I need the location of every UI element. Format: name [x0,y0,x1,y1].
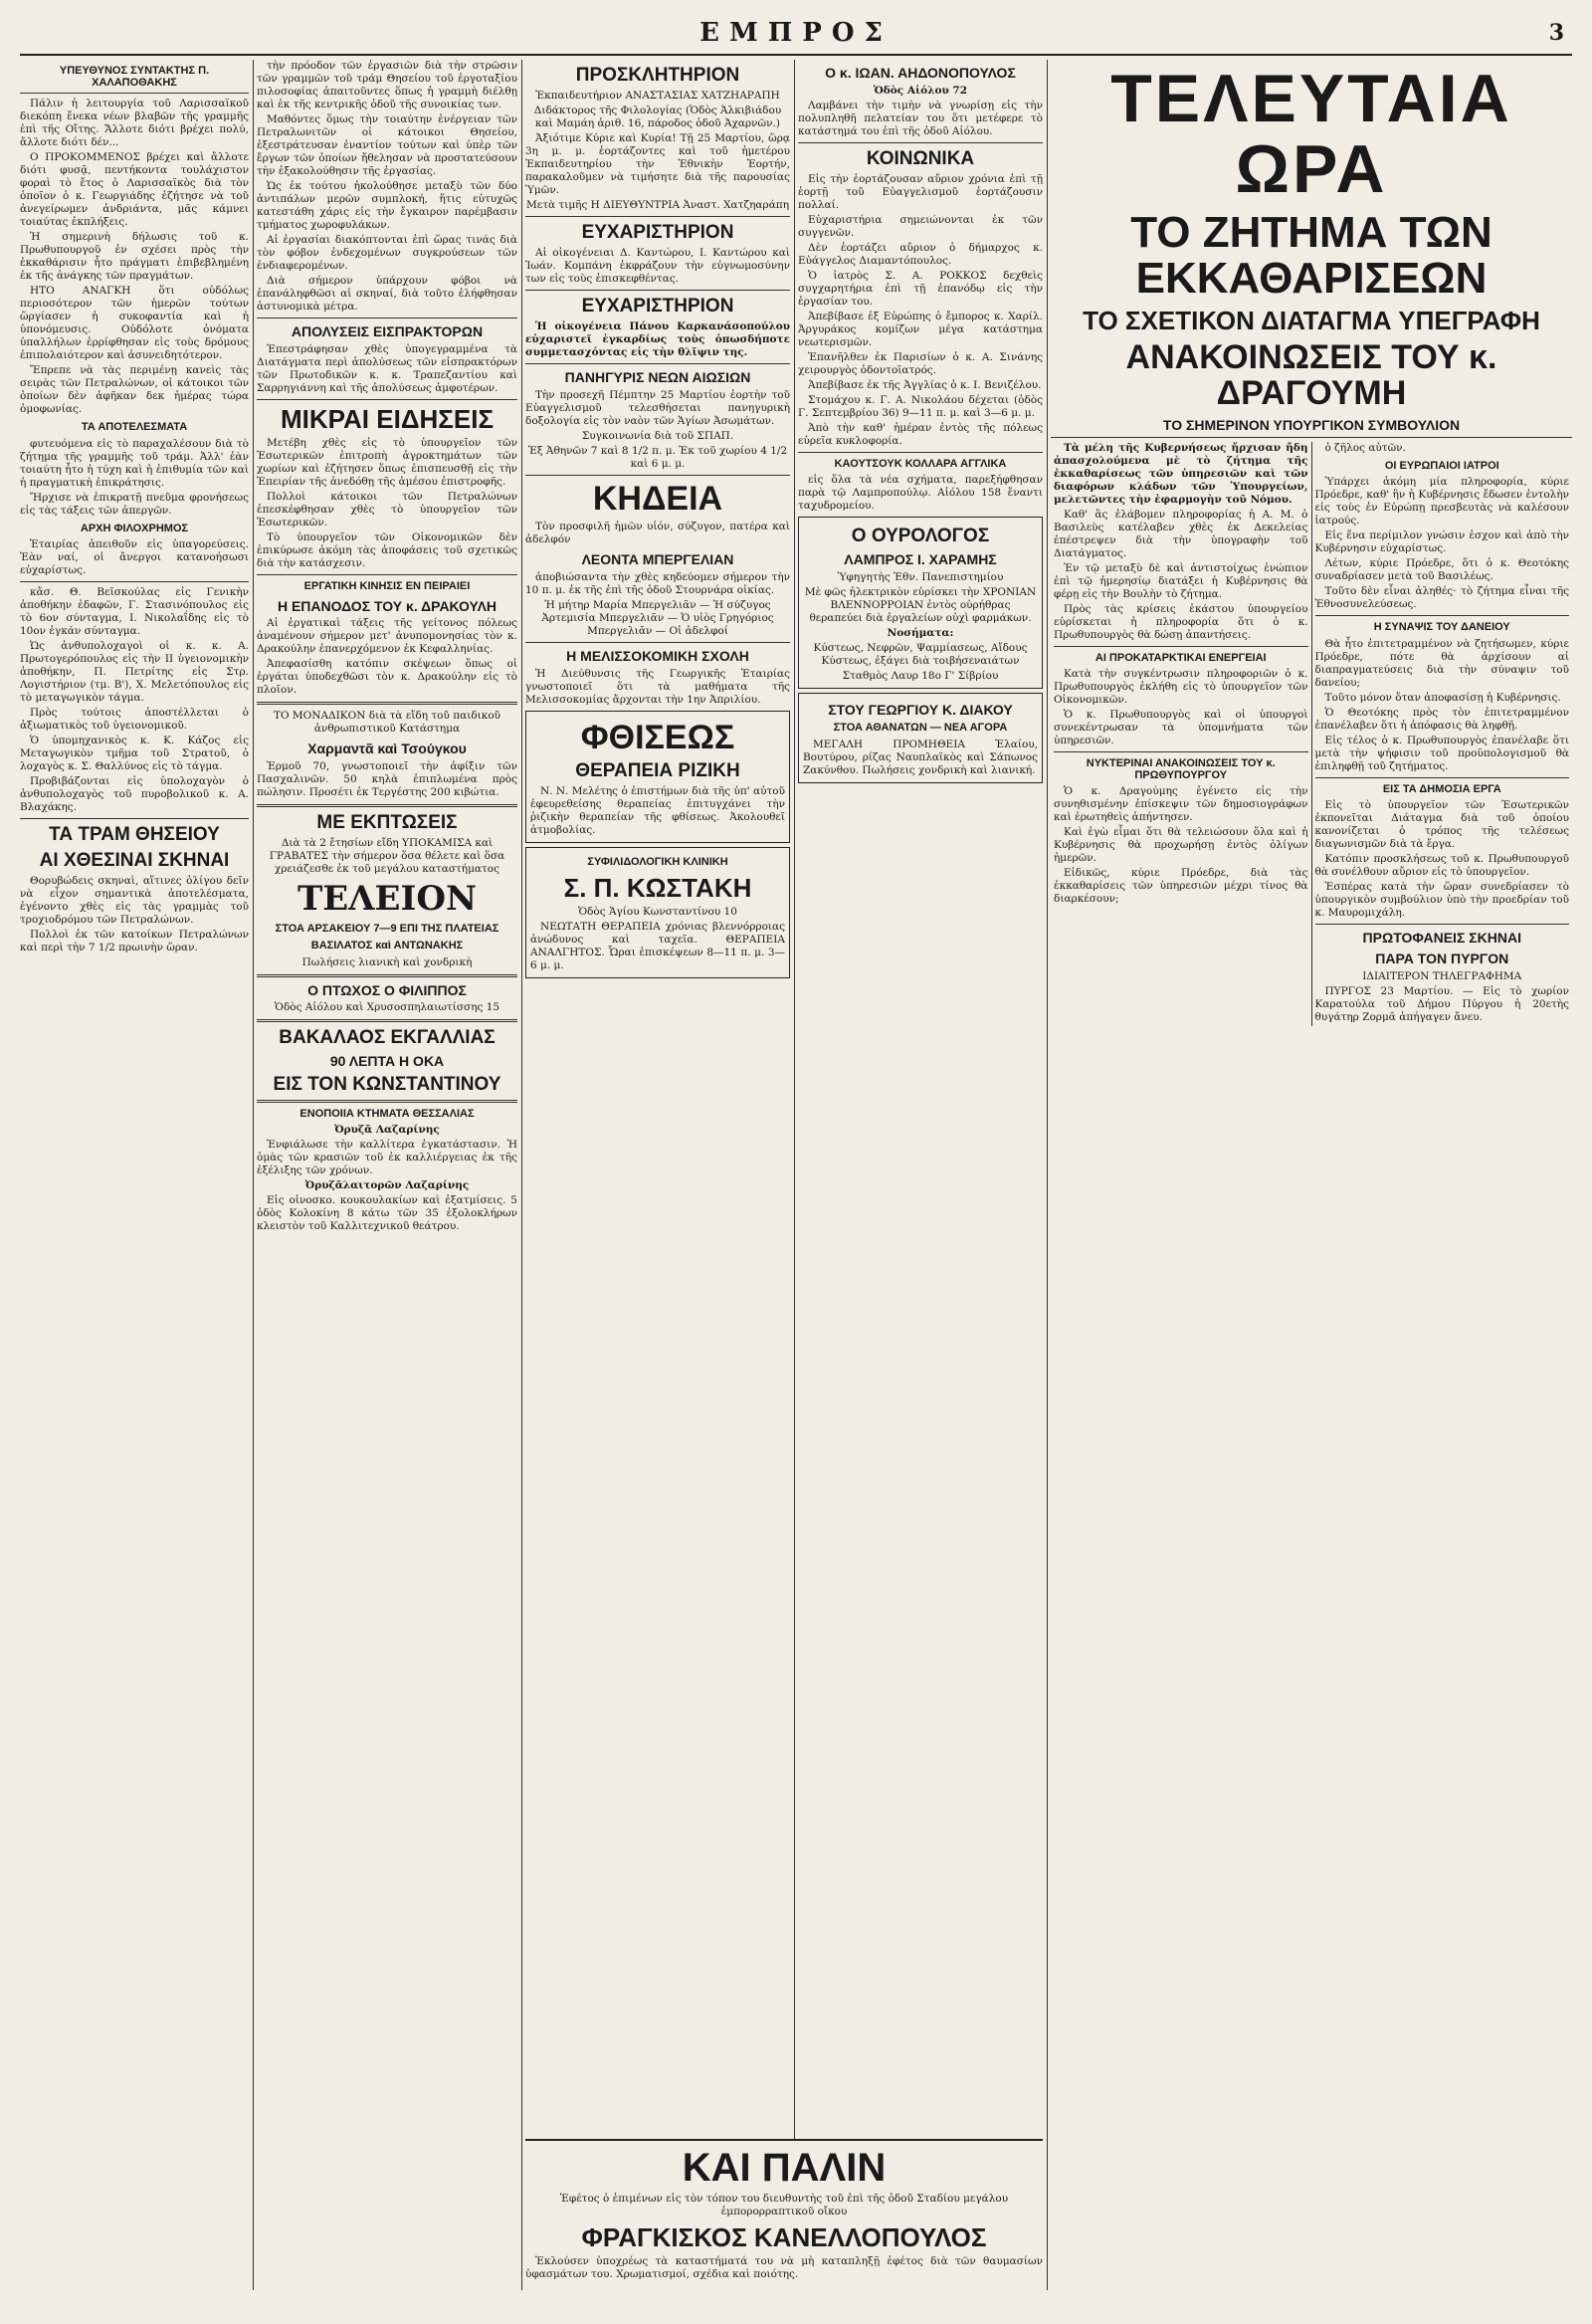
ad-text: Ἐκλούσεν ὑποχρέως τὰ καταστήματά του νὰ μὴ καταπληξῇ ἐφέτος διὰ τῶν θαυμασίων ὑφασμάτων του. Χρωματισμοί, σχέδια καὶ ποιότης. [525,2255,1043,2281]
article-paragraph: Ἐξ Ἀθηνῶν 7 καὶ 8 1/2 π. μ. Ἐκ τοῦ χωρίου 4 1/2 καὶ 6 μ. μ. [527,444,788,470]
ad-heading: ΦΡΑΓΚΙΣΚΟΣ ΚΑΝΕΛΛΟΠΟΥΛΟΣ [581,2222,987,2252]
social-item: Στομάχου κ. Γ. Α. Νικολάου δέχεται (ὁδὸς Γ. Σεπτεμβρίου 36) 9—11 π. μ. καὶ 3—6 μ. μ. [798,393,1043,419]
article-paragraph: Λέτων, κύριε Πρόεδρε, ὅτι ὁ κ. Θεοτόκης συναδρίασεν μετὰ τοῦ Βασιλέως. [1314,557,1569,583]
section-heading: ΕΙΣ ΤΑ ΔΗΜΟΣΙΑ ΕΡΓΑ [1382,782,1501,795]
column-1 [20,60,249,2290]
section-heading: ΚΗΔΕΙΑ [592,479,723,518]
article-paragraph: Προβιβάζονται εἰς ὑπολοχαγὸν ὁ ἀνθυπολοχαγὸς τοῦ πυροβολικοῦ κ. Α. Βλαχάκης. [20,775,249,814]
ad-heading: ΜΕ ΕΚΠΤΩΣΕΙΣ [316,811,458,833]
ad-heading: Ο ΟΥΡΟΛΟΓΟΣ [851,526,990,547]
article-paragraph: Ἀπεφασίσθη κατόπιν σκέψεων ὅπως οἱ ἐργάται ὑποδεχθῶσι τὸν κ. Δρακούλην εἰς τὸ πλοῖον. [257,658,517,697]
ad-box-clinic [525,847,790,978]
section-heading: ΤΑ ΑΠΟΤΕΛΕΣΜΑΤΑ [81,421,188,434]
article-paragraph: Ὡς ἐκ τούτου ἠκολούθησε μεταξὺ τῶν δύο ἀντιπάλων μερῶν συμπλοκή, ἥτις εὐτυχῶς κατεστάθη χάρις εἰς τὴν ἔγκαιρον παρέμβασιν τμήματος χωροφυλάκων. [257,180,517,231]
section-heading: ΑΙ ΧΘΕΣΙΝΑΙ ΣΚΗΝΑΙ [39,850,230,872]
article-paragraph: Ἡ οἰκογένεια Πάνου Καρκανάσοπούλου εὐχαριστεῖ ἐγκαρδίως τοὺς ὁπωσδήποτε συμμετασχόντας εἰς τὴν θλῖψιν της. [525,319,790,358]
column-5-subcolumns [1051,442,1572,1026]
ad-heading: Ο ΠΤΩΧΟΣ Ο ΦΙΛΙΠΠΟΣ [307,981,467,998]
article-paragraph: Ἤρχισε νὰ ἐπικρατῇ πνεῦμα φρονήσεως εἰς τὰς τάξεις τῶν ἀπεργῶν. [20,491,249,517]
ad-text: Ὁδὸς Αἰόλου καὶ Χρυσοσπηλαιωτίσσης 15 [274,1001,500,1014]
section-heading: ΠΡΩΤΟΦΑΝΕΙΣ ΣΚΗΝΑΙ [1362,930,1521,947]
social-item: Δὲν ἑορτάζει αὔριον ὁ δήμαρχος κ. Εὐάγγελος Διαμαντόπουλος. [798,241,1043,267]
invite-from: Ἐκπαιδευτήριον ΑΝΑΣΤΑΣΙΑΣ ΧΑΤΖΗΑΡΑΠΗ [535,89,780,102]
article-paragraph: Ὁ ὑπομηχανικὸς κ. Κ. Κάζος εἰς Μεταγωγικὸν τμῆμα τοῦ Στρατοῦ, ὁ λοχαγὸς κ. Σ. Θαλλύνος εἰς τὸ τάγμα. [20,735,249,773]
social-item: Ἀπὸ τὴν καθ' ἡμέραν ἐντὸς τῆς πόλεως εὑρεῖα κυκλοφορία. [798,421,1043,447]
article-paragraph: Θορυβώδεις σκηναὶ, αἵτινες ὀλίγου δεῖν νὰ εἶχον σημαντικὰ ἀποτελέσματα, ἐγένοντο χθὲς εἰς τὰς γραμμὰς τοῦ τροχιοδρόμου τῶν Πετραλώνων. [20,875,249,927]
ad-text: Ἐνφιάλωσε τὴν καλλίτερα ἐγκατάστασιν. Ἡ ὁμὰς τῶν κρασιῶν τοῦ ἐκ καλλιέργειας ἐκ τῆς ἐξέλιξης τῶν χρόνων. [257,1139,517,1177]
invite-subtitle: Διδάκτορος τῆς Φιλολογίας (Ὁδὸς Ἀλκιβιάδου καὶ Μαμάη ἀριθ. 16, πάροδος ὁδοῦ Ἀχαρνῶν.) [533,104,782,129]
ad-box-urologist [798,517,1043,689]
section-heading: ΕΥΧΑΡΙΣΤΗΡΙΟΝ [581,221,734,243]
article-paragraph: Εἰδικῶς, κύριε Πρόεδρε, διὰ τὰς ἐκκαθαρίσεις τῶν ὑπηρεσιῶν μέχρι τίνος θὰ διαρκέσουν; [1054,867,1308,906]
article-paragraph: Ὁ κ. Πρωθυπουργὸς καὶ οἱ ὑπουργοὶ συνεκέντρωσαν τὰ ὑπομνήματα τῶν ὑπηρεσιῶν. [1054,709,1308,747]
section-heading: ΤΟ ΣΗΜΕΡΙΝΟΝ ΥΠΟΥΡΓΙΚΟΝ ΣΥΜΒΟΥΛΙΟΝ [1162,416,1461,433]
article-paragraph: Τὸν προσφιλῆ ἡμῶν υἱόν, σύζυγον, πατέρα καὶ ἀδελφόν [525,521,790,546]
section-heading: ΑΙ ΠΡΟΚΑΤΑΡΚΤΙΚΑΙ ΕΝΕΡΓΕΙΑΙ [1094,651,1267,664]
social-item: Εἰς τὴν ἑορτάζουσαν αὔριον χρόνια ἐπὶ τῇ ἑορτῇ τοῦ Εὐαγγελισμοῦ ἑορτάζουσιν πολλαί. [798,172,1043,211]
article-paragraph: Πολλοὶ ἐκ τῶν κατοίκων Πετραλώνων καὶ περὶ τὴν 7 1/2 πρωινὴν ὥραν. [20,929,249,954]
article-paragraph: Ὁ Θεοτόκης πρὸς τὸν ἐπιτετραμμένον ἐπανέλαβεν ὅτι ἡ ἀπόφασις θὰ ληφθῇ. [1314,706,1569,732]
masthead [20,16,1572,56]
section-heading: ΠΑΡΑ ΤΟΝ ΠΥΡΓΟΝ [1375,950,1509,966]
article-paragraph: Ἔπρεπε νὰ τὰς περιμένῃ κανεὶς τὰς σειρὰς τῶν Πετραλώνων, οἱ κάτοικοι τῶν ὁποίων δὲν ἀφῆκαν δεκ ἡμέρας τώρα ὁμοφωνίας. [20,364,249,416]
column-4 [798,60,1043,2290]
section-heading: Η ΣΥΝΑΨΙΣ ΤΟΥ ΔΑΝΕΙΟΥ [1373,621,1510,634]
newspaper-title: ΕΜΠΡΟΣ [699,18,893,48]
article-paragraph: Τὰ μέλη τῆς Κυβερνήσεως ἤρχισαν ἤδη ἀπασχολούμενα μὲ τὸ ζήτημα τῆς ἐκκαθαρίσεως τῶν ὑπηρεσιῶν καὶ τῶν διαφόρων κλάδων τῶν Ὑπουργείων, μελετῶντες τὴν ἐφαρμογὴν τοῦ Νόμου. [1054,441,1308,506]
article-paragraph: φυτευόμενα εἰς τὸ παραχαλέσουν διὰ τὸ ζήτημα τῆς γραμμῆς τοῦ τράμ. Ἀλλ' ἐὰν τοιαύτη ἦτο ἡ τύχη καὶ ἡ ἐπιθυμία τῶν καὶ ἡ πραγματικὴ ἐπικράτησις. [20,437,249,489]
section-heading: ΝΥΚΤΕΡΙΝΑΙ ΑΝΑΚΟΙΝΩΣΕΙΣ ΤΟΥ κ. ΠΡΩΘΥΠΟΥΡΓΟΥ [1086,757,1276,781]
banner-subheading: ΤΟ ΖΗΤΗΜΑ ΤΩΝ ΕΚΚΑΘΑΡΙΣΕΩΝ [1130,207,1492,303]
article-paragraph: Τοῦτο μόνον ὅταν ἀποφασίσῃ ἡ Κυβέρνησις. [1324,691,1561,704]
section-heading: ΑΠΟΛΥΣΕΙΣ ΕΙΣΠΡΑΚΤΟΡΩΝ [291,323,484,339]
article-paragraph: Εἰς τέλος ὁ κ. Πρωθυπουργὸς ἐπανέλαβε ὅτι μετὰ τὴν ψήφισιν τοῦ προϋπολογισμοῦ θὰ ἐπιληφθῇ τοῦ ζητήματος. [1314,734,1569,772]
subcolumn-right [1311,442,1573,1026]
article-paragraph: ΠΥΡΓΟΣ 23 Μαρτίου. — Εἰς τὸ χωρίον Καρατούλα τοῦ Δήμου Πύργου ἡ 20ετὴς θυγάτηρ Ζορμᾶ ἀπήγαγεν ἄνευ. [1314,984,1569,1023]
article-paragraph: Ο ΠΡΟΚΟΜΜΕΝΟΣ βρέχει καὶ ἄλλοτε διότι φυσᾷ, πεντήκοντα τουλάχιστον φοραὶ τὸ ἔτος ὁ Λαρισσαϊκὸς διὰ τὸν ὁποῖον ὁ κ. Γεωργιάδης ἐζήτησε νὰ τοῦ ἀνεγείρωμεν ἀνδριάντα, μᾶς κάμνει τοιαύτας ἐκπλήξεις. [20,151,249,229]
article-paragraph: Πολλοὶ κάτοικοι τῶν Πετραλώνων ἐπεσκέφθησαν χθὲς τὸ ὑπουργεῖον τῶν Ἐσωτερικῶν. [257,490,517,528]
section-heading: ΚΟΙΝΩΝΙΚΑ [866,147,975,169]
section-heading: ΑΡΧΗ ΦΙΛΟΧΡΗΜΟΣ [80,522,189,534]
ad-heading: ΒΑΚΑΛΑΟΣ ΕΚΓΑΛΛΙΑΣ [279,1027,496,1049]
ad-heading: ΛΑΜΠΡΟΣ Ι. ΧΑΡΑΜΗΣ [844,551,997,568]
article-paragraph: Εἰς τὸ ὑπουργεῖον τῶν Ἐσωτερικῶν ἐκπονεῖται Διάταγμα διὰ τοῦ ὁποίου κανονίζεται ὁ τρόπος τῆς τελέσεως διαγωνισμῶν διὰ τὰ ἔργα. [1314,799,1569,851]
section-heading: ΠΑΝΗΓΥΡΙΣ ΝΕΩΝ ΑΙΩΣΙΩΝ [564,368,751,385]
ad-heading: ΣΤΟΑ ΑΘΑΝΑΤΩΝ — ΝΕΑ ΑΓΟΡΑ [833,722,1008,735]
article-paragraph: Αἱ οἰκογένειαι Δ. Καντώρου, Ι. Καντώρου καὶ Ἰωάν. Κομπάνη ἐκφράζουν τὴν εὐγνωμοσύνην των εἰς τοὺς ἐπισκεφθέντας. [525,246,790,285]
ad-heading: ΚΑΙ ΠΑΛΙΝ [682,2146,887,2190]
article-paragraph: Ἡ σημερινὴ δήλωσις τοῦ κ. Πρωθυπουργοῦ ἐν σχέσει πρὸς τὴν ἐκκαθάρισιν ἦτο πράγματι ἐπιβεβλημένη ἐκ τῆς ἀνάγκης τῶν πραγμάτων. [20,231,249,283]
ad-owner: Ὀρυζᾶλαιτορῶν Λαζαρίνης [304,1179,470,1192]
ad-address: ΣΤΟΑ ΑΡΣΑΚΕΙΟΥ 7—9 ΕΠΙ ΤΗΣ ΠΛΑΤΕΙΑΣ [275,922,499,935]
ad-heading: Χαρμαντᾶ καὶ Τσούγκου [307,740,467,757]
ad-heading: ΦΘΙΣΕΩΣ [580,718,735,756]
ad-address: Σταθμὸς Λαυρ 18ο Γ' Σίβρίου [842,669,999,682]
article-paragraph: Εἰς ἕνα περίμιλον γνώσιν ἐσχον καὶ ἀπὸ τὴν Κυβέρνησιν εὐχαρίστως. [1314,529,1569,555]
ad-price: 90 ΛΕΠΤΑ Η ΟΚΑ [329,1053,445,1070]
ad-heading: ΘΕΡΑΠΕΙΑ ΡΙΖΙΚΗ [575,760,740,782]
ad-heading: ΕΙΣ ΤΟΝ ΚΩΝΣΤΑΝΤΙΝΟΥ [273,1073,501,1095]
social-item: Εὐχαριστήρια σημειώνονται ἐκ τῶν συγγενῶν. [798,213,1043,239]
article-paragraph: Μετέβη χθὲς εἰς τὸ ὑπουργεῖον τῶν Ἐσωτερικῶν ἐπιτροπὴ ἀγροκτημάτων τῶν χωρίων καὶ ἐζήτησεν ὅπως ἐπισπευσθῇ εἰς τὴν Ἐπειρίαν τῆς ἀνεδόθῃ τῆς ἀμέσου ἐπιστροφῆς. [257,436,517,488]
article-paragraph: Ἡ Διεύθυνσις τῆς Γεωργικῆς Ἑταιρίας γνωστοποιεῖ ὅτι τὰ μαθήματα τῆς Μελισσοκομίας ἄρχονται τὴν 1ην Ἀπριλίου. [525,667,790,706]
section-heading: ΜΙΚΡΑΙ ΕΙΔΗΣΕΙΣ [280,403,495,434]
ad-heading: ΣΥΦΙΛΙΔΟΛΟΓΙΚΗ ΚΛΙΝΙΚΗ [587,856,728,869]
ad-text: Ν. Ν. Μελέτης ὁ ἐπιστήμων διὰ τῆς ὑπ' αὐτοῦ ἐφευρεθείσης θεραπείας ἐπιτυγχάνει τὴν ῥιζικὴν θεραπείαν τῆς φθίσεως. Ἀκολουθεῖ ἀτμοβολίας. [530,785,785,837]
ad-text: Μὲ φῶς ἠλεκτρικὸν εὑρίσκει τὴν ΧΡΟΝΙΑΝ ΒΛΕΝΝΟΡΡΟΙΑΝ ἐντὸς οὐρήθρας θεραπεύει διὰ ἐργαλείων οὐχὶ φαρμάκων. [804,585,1037,624]
article-paragraph: Ἀξιότιμε Κύριε καὶ Κυρία! Τῇ 25 Μαρτίου, ὥρᾳ 3η μ. μ. ἑορτάζοντες καὶ τοῦ ἡμετέρου Ἐκπαιδευτηρίου τὴν Ἐθνικὴν Ἑορτήν, παρακαλοῦμεν νὰ τιμήσητε διὰ τῆς παρουσίας Ὑμῶν. [525,131,790,196]
article-paragraph: Θὰ ἦτο ἐπιτετραμμένον νὰ ζητήσωμεν, κύριε Πρόεδρε, πότε θὰ ἀρχίσουν αἱ διαπραγματεύσεις διὰ τὴν σύναψιν τοῦ δανείου; [1314,637,1569,689]
ad-owner: Ὀρυζᾶ Λαζαρίνης [334,1124,440,1137]
ad-text: Πωλήσεις λιανικὴ καὶ χονδρικὴ [301,955,473,968]
section-heading: ΕΡΓΑΤΙΚΗ ΚΙΝΗΣΙΣ ΕΝ ΠΕΙΡΑΙΕΙ [303,579,471,592]
family-list: Ἡ μήτηρ Μαρία Μπεργελιᾶν — Ἡ σύζυγος Ἀρτεμισία Μπεργελιᾶν — Ὁ υἱὸς Γρηγόριος Μπεργελιᾶν — Οἱ ἀδελφοί [541,598,774,637]
ad-address: Ὁδὸς Ἁγίου Κωνσταντίνου 10 [578,906,737,919]
article-paragraph: ὁ ζῆλος αὐτῶν. [1324,441,1406,454]
ad-text: ΤΟ ΜΟΝΑΔΙΚΟΝ διὰ τὰ εἴδη τοῦ παιδικοῦ ἀνθρωπιστικοῦ Κατάστημα [273,710,501,736]
article-paragraph: Ἑταιρίας ἀπειθοῦν εἰς ὑπαγορεύσεις. Ἐὰν ναί, οἱ ἄνεργοι κατανοήσωσι εὐχαρίστως. [20,538,249,577]
article-paragraph: Ὡς ἀνθυπολοχαγοὶ οἱ κ. κ. Α. Πρωτογερόπουλος εἰς τὴν ΙΙ ὑγειονομικὴν ἀποθήκην, Π. Πετρίτης εἰς Στρ. Λογιστήριον (τμ. Β'), Χ. Μελετόπουλος εἰς τὸ μεταγωγικὸν τάγμα. [20,640,249,705]
invite-signature: Μετὰ τιμῆς Η ΔΙΕΥΘΥΝΤΡΙΑ Ἀναστ. Χατζηαράπη [526,198,789,211]
ad-text: Ἑρμοῦ 70, γνωστοποιεῖ τὴν ἀφίξιν τῶν Πασχαλινῶν. 50 κηλὰ ἐπιπλωμένα πρὸς πώλησιν. Προσέτι ἐκ Τεργέστης 200 κιβώτια. [257,759,517,798]
section-heading: Η ΜΕΛΙΣΣΟΚΟΜΙΚΗ ΣΧΟΛΗ [566,647,749,664]
ad-text: Ὑφηγητὴς Ἐθν. Πανεπιστημίου [837,570,1004,583]
article-paragraph: Ὑπάρχει ἀκόμη μία πληροφορία, κύριε Πρόεδρε, καθ' ἣν ἡ Κυβέρνησις ἔδωσεν ἐντολὴν εἰς τοὺς ἐν Εὐρώπῃ πρεσβευτὰς νὰ καλέσουν ἰατρούς. [1314,476,1569,528]
article-paragraph: Καὶ ἐγὼ εἶμαι ὅτι θὰ τελειώσουν ὅλα καὶ ἡ Κυβέρνησις θὰ προχωρήσῃ ἐντὸς ὀλίγων ἡμερῶν. [1054,826,1308,865]
article-paragraph: Διὰ σήμερον ὑπάρχουν φόβοι νὰ ἐπανάληφθῶσι αἱ σκηναί, διὰ τοῦτο ἐλήφθησαν ἀστυνομικὰ μέτρα. [257,275,517,313]
subcolumn-left [1051,442,1311,1026]
ad-heading: ΣΤΟΥ ΓΕΩΡΓΙΟΥ Κ. ΔΙΑΚΟΥ [828,701,1013,718]
article-paragraph: ἀποβιώσαντα τὴν χθὲς κηδεύομεν σήμερον τὴν 10 π. μ. ἐκ τῆς ἐπὶ τῆς ὁδοῦ Στουρνάρα οἰκίας. [525,570,790,596]
article-paragraph: Πάλιν ἡ λειτουργία τοῦ Λαρισσαϊκοῦ διεκόπη ἕνεκα νέων βλαβῶν τῆς γραμμῆς ἐπὶ τῆς Οἴτης. Ἄλλοτε διότι βρέχει πολύ, ἄλλοτε διότι δέν... [20,98,249,149]
ad-text: Εἰς οἰνοσκο. κουκουλακίων καὶ ἐξατμίσεις. 5 ὁδὸς Κολοκίνη 8 κάτω τῶν 35 ἐξολοκλήρων κλειστὸν τοῦ Καλλιτεχνικοῦ θεάτρου. [257,1194,517,1233]
banner-heading: ΤΕΛΕΥΤΑΙΑ ΩΡΑ [1110,61,1512,208]
deceased-name: ΛΕΟΝΤΑ ΜΠΕΡΓΕΛΙΑΝ [581,551,734,568]
social-item: Ἐπανῆλθεν ἐκ Παρισίων ὁ κ. Α. Σινάνης χειρουργὸς ὀδοντοϊατρός. [798,350,1043,376]
ad-text: εἰς ὅλα τὰ νέα σχήματα, παρεξήφθησαν παρὰ τῷ Λαμπροπούλῳ. Αἰόλου 158 ἔναντι ταχυδρομείου. [798,474,1043,513]
ad-box-store [798,693,1043,783]
section-heading: ΑΝΑΚΟΙΝΩΣΕΙΣ ΤΟΥ κ. ΔΡΑΓΟΥΜΗ [1125,338,1497,413]
social-item: Ὁ ἰατρὸς Σ. Α. ΡΟΚΚΟΣ δεχθεὶς συγχαρητήρια ἐπὶ τῇ ἐπανόδῳ εἰς τὴν ἐργασίαν του. [798,269,1043,308]
section-heading: ΠΡΟΣΚΛΗΤΗΡΙΟΝ [575,65,740,86]
article-paragraph: Αἱ ἐργατικαὶ τάξεις τῆς γείτονος πόλεως ἀναμένουν σήμερον μετ' ἀνυπομονησίας τὸν κ. Δρακούλην ἐπανερχόμενον ἐκ Κεφαλληνίας. [257,617,517,656]
article-paragraph: Πρὸς τὰς κρίσεις ἑκάστου ὑπουργείου εὑρίσκεται ἡ πληροφορία ὅτι ὁ κ. Πρωθυπουργὸς θὰ δώσῃ ἀπαντήσεις. [1054,602,1308,641]
article-paragraph: Λαμβάνει τὴν τιμὴν νὰ γνωρίσῃ εἰς τὴν πολυπληθῆ πελατείαν του ὅτι μετέφερε τὸ κατάστημά του ἐπὶ τῆς ὁδοῦ Αἰόλου. [798,99,1043,137]
column-3 [525,60,790,2290]
article-paragraph: τὴν πρόοδον τῶν ἐργασιῶν διὰ τὴν στρῶσιν τῶν γραμμῶν τοῦ τράμ Θησείου τοῦ ἐργοταξίου πιλοσοφίας ἀπαιτοῦντες ὅπως ἡ γραμμὴ διέλθῃ καὶ ἐκ τῆς κεντρικῆς ὁδοῦ τῆς συνοικίας των. [257,60,517,110]
article-paragraph: Κατόπιν προσκλήσεως τοῦ κ. Πρωθυπουργοῦ θὰ συνέλθουν αὔριον εἰς τὸ ὑπουργεῖον. [1314,853,1569,879]
article-paragraph: Ἑσπέρας κατὰ τὴν ὥραν συνεδρίασεν τὸ ὑπουργικὸν συμβούλιον ὑπὸ τὴν προεδρίαν τοῦ κ. Μαυρομιχάλη. [1314,881,1569,920]
article-paragraph: Ὁ κ. Δραγούμης ἐγένετο εἰς τὴν συνηθισμένην ἐπίσκεψιν τῶν δημοσιογράφων καὶ ἐρωτηθεὶς ἀπήντησεν. [1054,785,1308,824]
article-paragraph: Μαθόντες ὅμως τὴν τοιαύτην ἐνέργειαν τῶν Πετραλωνιτῶν οἱ κάτοικοι Θησείου, ἐξεστράτευσαν ἐναντίον τούτων καὶ ὑπὲρ τῶν ἔργων τῶν ὁποίων ἤθελησαν νὰ προστατεύσουν τὴν ἐξακολούθησιν τῆς ἐργασίας. [257,113,517,177]
article-paragraph: κἄσ. Θ. Βεϊσκούλας εἰς Γενικὴν ἀποθήκην ἐδαφῶν, Γ. Στασινόπουλος εἰς τὸ 6ον σύνταγμα, Ι. Νικολαΐδης εἰς τὸ 10ον ἐγκάν σύνταγμα. [20,586,249,638]
article-subtitle: ΙΔΙΑΙΤΕΡΟΝ ΤΗΛΕΓΡΑΦΗΜΑ [1362,969,1522,982]
column-5 [1051,60,1572,2290]
social-item: Ἀπεβίβασε ἐκ τῆς Ἀγγλίας ὁ κ. Ι. Βενιζέλου. [808,378,1042,391]
article-paragraph: Τὴν προσεχῆ Πέμπτην 25 Μαρτίου ἑορτὴν τοῦ Εὐαγγελισμοῦ τελεσθήσεται πανηγυρικὴ δοξολογία εἰς τὸν ναὸν τῶν Ἁγίων Ἀσωμάτων. [525,388,790,427]
ad-text: ΝΕΩΤΑΤΗ ΘΕΡΑΠΕΙΑ χρόνιας βλεννόρροιας ἀνώδυνος καὶ ταχεῖα. ΘΕΡΑΠΕΙΑ ΑΝΑΛΓΗΤΟΣ. Ὧραι ἐπισκέψεων 8—11 π. μ. 3—6 μ. μ. [530,921,785,972]
ad-heading: ΕΝΟΠΟΙΙΑ ΚΤΗΜΑΤΑ ΘΕΣΣΑΛΙΑΣ [299,1107,475,1120]
ad-heading: ΚΑΟΥΤΣΟΥΚ ΚΟΛΛΑΡΑ ΑΓΓΛΙΚΑ [834,457,1007,470]
article-paragraph: Τὸ ὑπουργεῖον τῶν Οἰκονομικῶν δὲν ἐπικύρωσε ἀκόμη τὰς ἀποφάσεις τοῦ σχετικῶς διὰ τὴν κατάσχεσιν. [257,530,517,569]
social-item: Ἀπεβίβασε ἐξ Εὐρώπης ὁ ἔμπορος κ. Χαρίλ. Ἀργυράκος κομίζων μέγα κατάστημα νεωτερισμῶν. [798,310,1043,348]
section-heading: ΤΟ ΣΧΕΤΙΚΟΝ ΔΙΑΤΑΓΜΑ ΥΠΕΓΡΑΦΗ [1083,306,1540,336]
article-paragraph: Τοῦτο δὲν εἶναι ἀληθές· τὸ ζήτημα εἶναι τῆς Ἐθνοσυνελεύσεως. [1314,585,1569,611]
article-paragraph: Συγκοινωνία διὰ τοῦ ΣΠΑΠ. [581,429,734,442]
ad-text: ΜΕΓΑΛΗ ΠΡΟΜΗΘΕΙΑ Ἐλαίου, Βουτύρου, ρίζας Ναυπλαϊκὸς καὶ Σάπωνος Ζακύνθου. Πωλήσεις χονδρικὴ καὶ λιανική. [803,739,1038,777]
newspaper-page [20,16,1572,2290]
article-paragraph: Ἐπεστράφησαν χθὲς ὑπογεγραμμένα τὰ Διατάγματα περὶ ἀπολύσεως τῶν εἰσπρακτόρων τῶν Πρωτοδικῶν κ. κ. Τραπεζαντίου καὶ Σαρρηγιάννη καὶ τῆς ἀπολύσεως ἀμφοτέρων. [257,342,517,394]
bottom-ad [525,2139,1043,2290]
section-heading: ΟΙ ΕΥΡΩΠΑΙΟΙ ΙΑΤΡΟΙ [1384,459,1499,472]
article-paragraph: Καθ' ἃς ἐλάβομεν πληροφορίας ἡ Α. Μ. ὁ Βασιλεὺς κατέλαβεν χθὲς ἐκ Δεκελείας ἐπέστρεψεν διὰ τὴν ὑπογραφὴν τοῦ Διατάγματος. [1054,508,1308,559]
ad-text: Κύστεως, Νεφρῶν, Ψαμμίασεως, Αἴδους Κύστεως, ἐξάγει διὰ τοιβήσεναιάτων [813,641,1028,667]
article-paragraph: Αἱ ἐργασίαι διακόπτονται ἐπὶ ὥρας τινάς διὰ τὸν φόβον ἐνδεχομένων συγκρούσεων τῶν ἐνδιαφερομένων. [257,234,517,272]
article-paragraph: Πρὸς τούτοις ἀποστέλλεται ὁ ἀξιωματικὸς τοῦ ὑγειονομικοῦ. [20,707,249,733]
ad-text: Ἐφέτος ὁ ἐπιμένων εἰς τὸν τόπον του διευθυντὴς τοῦ ἐπὶ τῆς ὁδοῦ Σταδίου μεγάλου ἐμπορορραπτικοῦ οἴκου [559,2193,1009,2218]
article-paragraph: ΗΤΟ ΑΝΑΓΚΗ ὅτι οὐδόλως περιοσότερον τῶν ἡμερῶν τούτων ὥργίασεν ἡ συκοφαντία καὶ ἡ ὑπονόμευσις. Οὐδόλοτε ὀνόματα ὑπαλλήλων ἐρρίφθησαν εἰς τοὺς δρόμους ἐπιπολαιότερον καὶ ἀσυνειδητότερον. [20,285,249,362]
page-number: 3 [1548,20,1564,46]
section-heading: Ο κ. ΙΩΑΝ. ΑΗΔΟΝΟΠΟΥΛΟΣ [825,65,1016,81]
column-2 [257,60,517,2290]
section-heading: Η ΕΠΑΝΟΔΟΣ ΤΟΥ κ. ΔΡΑΚΟΥΛΗ [277,597,498,614]
ad-text: Νοσήματα: [887,626,954,639]
ad-shop-name: ΤΕΛΕΙΟΝ [297,878,478,919]
section-heading: ΤΑ ΤΡΑΜ ΘΗΣΕΙΟΥ [49,824,220,846]
ad-heading: Σ. Π. ΚΩΣΤΑΚΗ [563,872,752,903]
ad-owner: ΒΑΣΙΛΑΤΟΣ καὶ ΑΝΤΩΝΑΚΗΣ [310,940,464,952]
ad-address: Ὁδὸς Αἰόλου 72 [873,84,968,97]
ad-text: Διὰ τὰ 2 ἔτησίων εἴδη ΥΠΟΚΑΜΙΣΑ καὶ ΓΡΑΒΑΤΕΣ τὴν σήμερον ὅσα θέλετε καὶ ὅσα χρειάζεσθε ἐκ τοῦ μεγάλου καταστήματος [269,836,505,875]
article-paragraph: Ἐν τῷ μεταξὺ δὲ καὶ ἀντιστοίχως ἑνώπιον ἐπὶ τῷ ἡμερησίῳ διατάξει ἡ Κυβέρνησις θὰ φέρῃ εἰς τὴν Βουλὴν τὸ ζήτημα. [1054,561,1308,600]
section-heading: ΕΥΧΑΡΙΣΤΗΡΙΟΝ [581,295,734,317]
ad-box-tb [525,711,790,844]
article-paragraph: Κατὰ τὴν συγκέντρωσιν πληροφοριῶν ὁ κ. Πρωθυπουργὸς ἐκλήθη εἰς τὸ ὑπουργεῖον τῶν Οἰκονομικῶν. [1054,668,1308,707]
byline: ΥΠΕΥΘΥΝΟΣ ΣΥΝΤΑΚΤΗΣ Π. ΧΑΛΑΠΟΘΑΚΗΣ [59,65,210,89]
